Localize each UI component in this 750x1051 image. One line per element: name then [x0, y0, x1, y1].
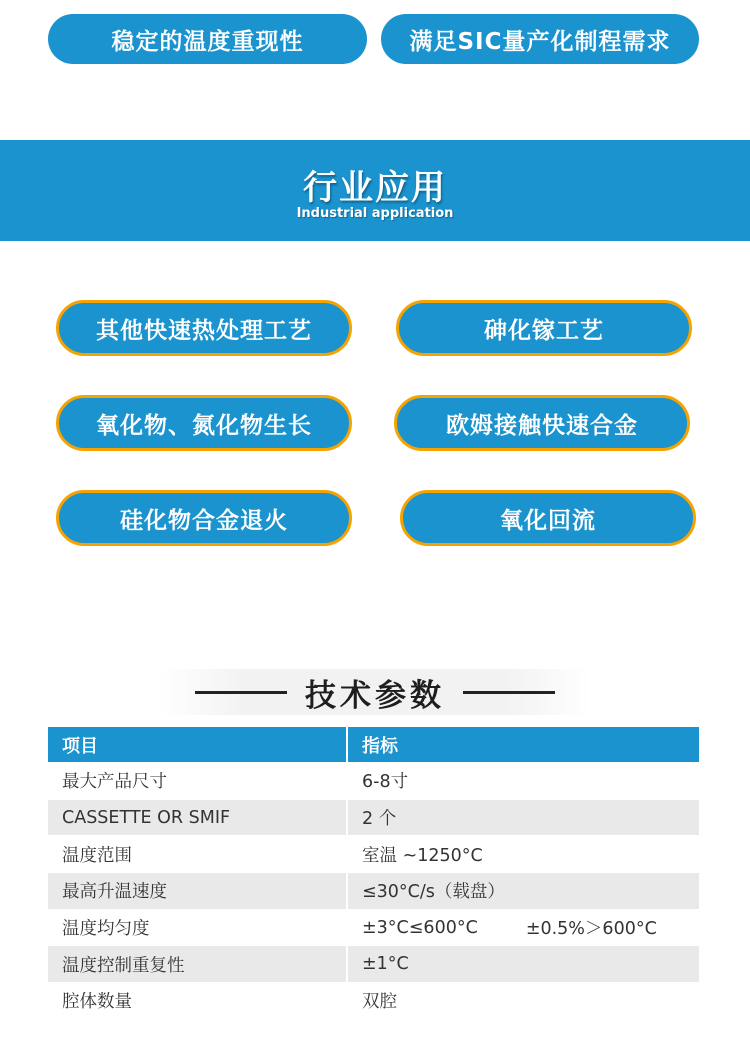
spec-table-header: [48, 727, 699, 762]
heading-divider-left: [195, 691, 287, 694]
row-value: ±1°C: [346, 946, 699, 982]
spec-section-heading: [160, 669, 590, 715]
row-item: 温度范围: [62, 845, 132, 866]
table-row: [48, 836, 699, 872]
table-row: [48, 910, 699, 946]
row-item: 最大产品尺寸: [62, 772, 167, 793]
banner-subtitle: Industrial application: [296, 206, 454, 221]
application-pill-ohmic-contact: 欧姆接触快速合金: [394, 395, 690, 451]
column-header-item: 项目: [62, 735, 98, 757]
application-pill-silicide-anneal: 硅化物合金退火: [56, 490, 352, 546]
row-item: 温度均匀度: [62, 919, 150, 940]
industry-application-banner: [0, 140, 750, 241]
row-value: 室温 ~1250°C: [346, 836, 699, 872]
feature-pill-temperature-repeatability: 稳定的温度重现性: [48, 14, 367, 64]
table-row: [48, 983, 699, 1019]
application-pill-gaas: 砷化镓工艺: [396, 300, 692, 356]
row-value: 6-8寸: [346, 763, 699, 799]
row-item: CASSETTE OR SMIF: [62, 807, 231, 828]
row-value: 双腔: [346, 983, 699, 1019]
row-value: 2 个: [346, 800, 699, 836]
spec-heading-text: 技术参数: [305, 677, 445, 714]
table-row: [48, 946, 699, 982]
row-item: 最高升温速度: [62, 882, 167, 903]
table-row: [48, 873, 699, 909]
heading-divider-right: [463, 691, 555, 694]
table-row: [48, 763, 699, 799]
feature-pill-sic-mass-production: 满足SIC量产化制程需求: [381, 14, 699, 64]
banner-title: 行业应用: [303, 168, 447, 208]
row-item: 温度控制重复性: [62, 955, 185, 976]
table-row: [48, 800, 699, 836]
application-pill-oxide-nitride: 氧化物、氮化物生长: [56, 395, 352, 451]
row-item: 腔体数量: [62, 992, 132, 1013]
row-value-primary: ±3°C≤600°C: [362, 917, 478, 938]
row-value: [346, 910, 699, 946]
application-pill-oxide-reflow: 氧化回流: [400, 490, 696, 546]
spec-table: [48, 727, 699, 1019]
column-header-value: 指标: [346, 727, 699, 762]
row-value: ≤30°C/s（载盘）: [346, 873, 699, 909]
row-value-secondary: ±0.5%＞600°C: [525, 919, 657, 940]
application-pill-rtp: 其他快速热处理工艺: [56, 300, 352, 356]
